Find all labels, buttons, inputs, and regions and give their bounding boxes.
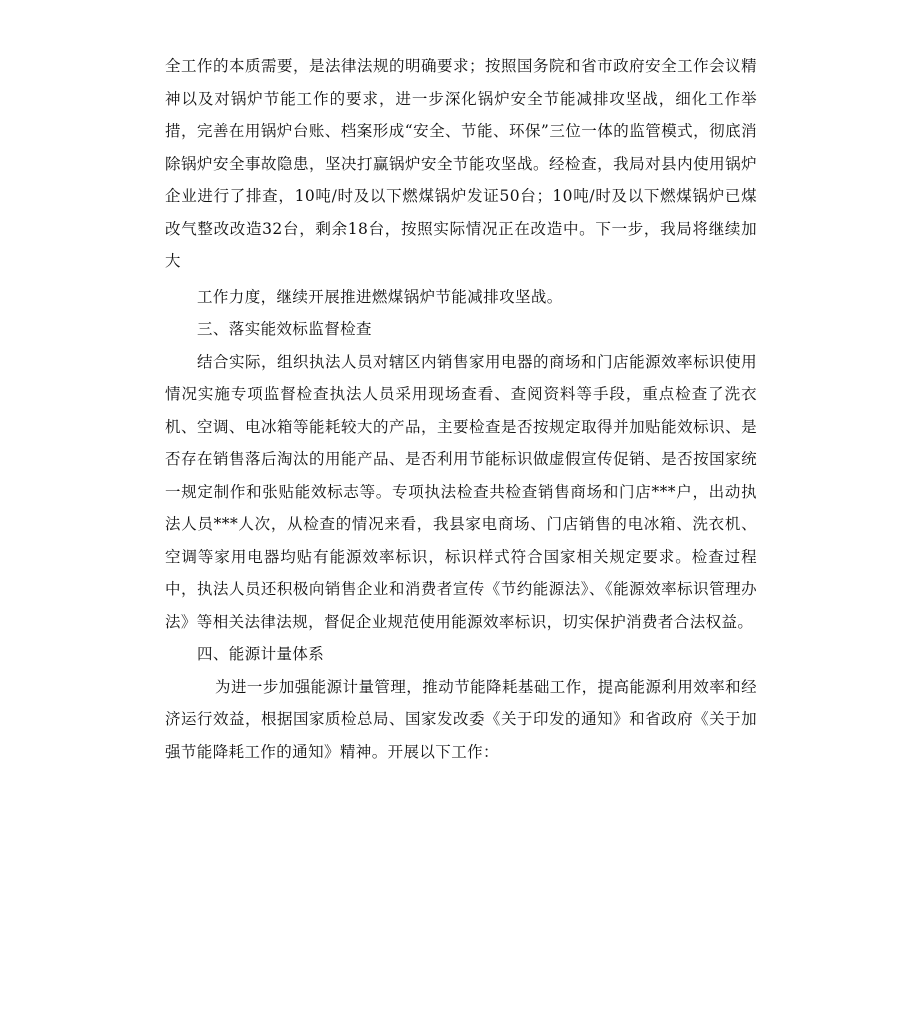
document-page: [165, 50, 757, 768]
paragraph-energy-metering: 为进一步加强能源计量管理，推动节能降耗基础工作，提高能源利用效率和经济运行效益，根据国家质检总局、国家发改委《关于印发的通知》和省政府《关于加强节能降耗工作的通知》精神。开展以下工作：: [165, 677, 757, 761]
paragraph-energy-label-inspection: 结合实际，组织执法人员对辖区内销售家用电器的商场和门店能源效率标识使用情况实施专项监督检查执法人员采用现场查看、查阅资料等手段，重点检查了洗衣机、空调、电冰箱等能耗较大的产品，主要检查是否按规定取得并加贴能效标识、是否存在销售落后淘汰的用能产品、是否利用节能标识做虚假宣传促销、是否按国家统一规定制作和张贴能效标志等。专项执法检查共检查销售商场和门店***户，出动执法人员***人次，从检查的情况来看，我县家电商场、门店销售的电冰箱、洗衣机、空调等家用电器均贴有能源效率标识，标识样式符合国家相关规定要求。检查过程中，执法人员还积极向销售企业和消费者宣传《节约能源法》、《能源效率标识管理办法》等相关法律法规，督促企业规范使用能源效率标识，切实保护消费者合法权益。: [165, 352, 757, 631]
section-heading-4: 四、能源计量体系: [197, 645, 325, 663]
section-heading-3: 三、落实能效标监督检查: [197, 320, 372, 338]
paragraph-boiler-safety: 全工作的本质需要，是法律法规的明确要求；按照国务院和省市政府安全工作会议精神以及对锅炉节能工作的要求，进一步深化锅炉安全节能减排攻坚战，细化工作举措，完善在用锅炉台账、档案形成“安全、节能、环保”三位一体的监管模式，彻底消除锅炉安全事故隐患，坚决打赢锅炉安全节能攻坚战。经检查，我局对县内使用锅炉企业进行了排查，10吨/时及以下燃煤锅炉发证50台；10吨/时及以下燃煤锅炉已煤改气整改改造32台，剩余18台，按照实际情况正在改造中。下一步，我局将继续加大: [165, 57, 757, 270]
paragraph-continue-effort: 工作力度，继续开展推进燃煤锅炉节能减排攻坚战。: [197, 287, 563, 306]
